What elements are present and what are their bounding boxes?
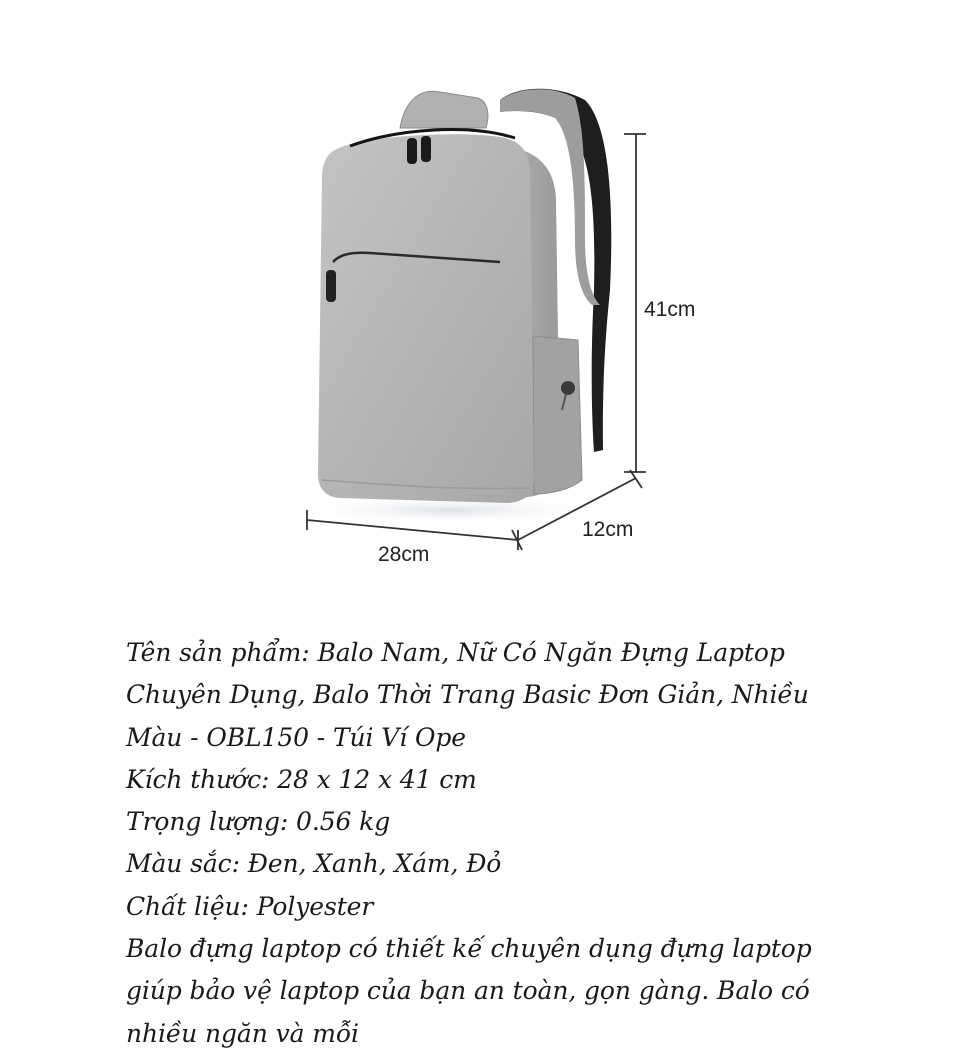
height-dimension-line xyxy=(624,134,646,472)
weight-line: Trọng lượng: 0.56 kg xyxy=(126,807,391,837)
side-pocket xyxy=(533,336,582,494)
top-handle xyxy=(400,91,488,128)
width-label: 28cm xyxy=(378,543,430,566)
size-line: Kích thước: 28 x 12 x 41 cm xyxy=(126,764,477,794)
front-zipper-pull-icon xyxy=(326,270,336,302)
depth-label: 12cm xyxy=(582,518,634,541)
feature-description: Balo đựng laptop có thiết kế chuyên dụng đựng laptop giúp bảo vệ laptop của bạn an toàn, gọn gàng. Balo có nhiều ngăn và mỗi xyxy=(126,934,812,1048)
product-name-line: Tên sản phẩm: Balo Nam, Nữ Có Ngăn Đựng Laptop Chuyên Dụng, Balo Thời Trang Basic Đơn Giản, Nhiều Màu - OBL150 - Túi Ví Ope xyxy=(126,638,809,752)
color-line: Màu sắc: Đen, Xanh, Xám, Đỏ xyxy=(126,849,502,879)
material-line: Chất liệu: Polyester xyxy=(126,891,374,921)
bag-front xyxy=(318,134,534,503)
usb-port-icon xyxy=(561,381,575,395)
product-description xyxy=(126,632,866,1055)
zipper-pull-icon xyxy=(407,138,417,164)
zipper-pull-icon xyxy=(421,136,431,162)
height-label: 41cm xyxy=(644,298,696,321)
